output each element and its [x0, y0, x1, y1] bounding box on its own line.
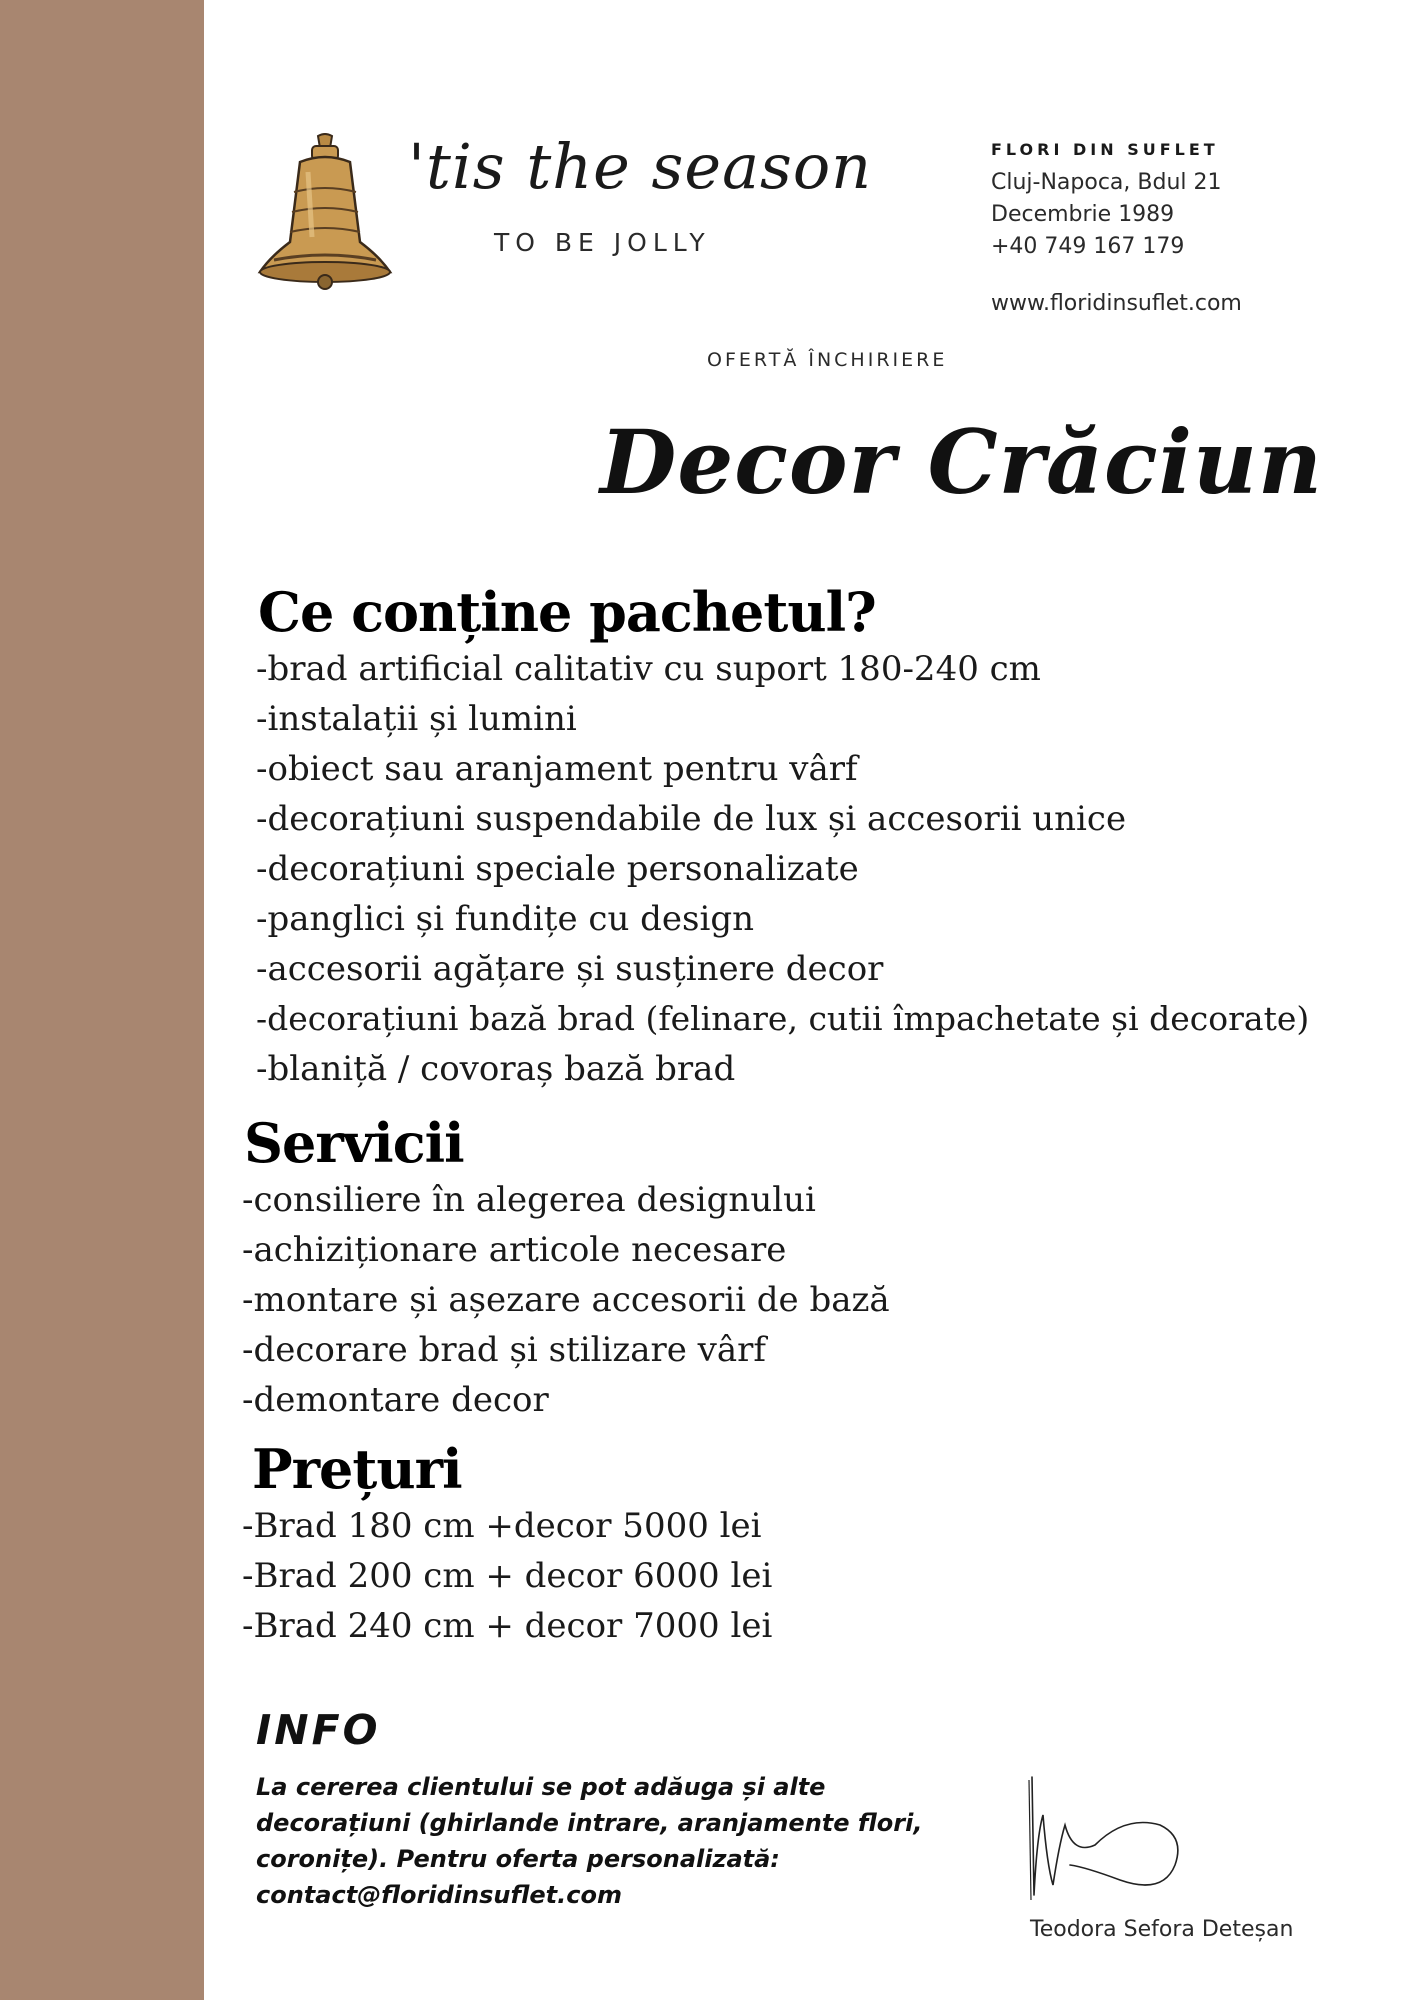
- page-title: Decor Crăciun: [600, 410, 1323, 514]
- contact-website[interactable]: www.floridinsuflet.com: [991, 291, 1242, 316]
- list-item: -Brad 180 cm +decor 5000 lei: [242, 1506, 762, 1546]
- list-item: -decorațiuni bază brad (felinare, cutii împachetate și decorate): [256, 999, 1310, 1038]
- package-list: [256, 644, 1309, 1094]
- contact-address: Cluj-Napoca, Bdul 21: [991, 170, 1222, 195]
- bell-icon: [250, 132, 400, 292]
- info-title: INFO: [256, 1706, 381, 1754]
- info-text: La cererea clientului se pot adăuga și alte decorațiuni (ghirlande intrare, aranjamente flori, coronițe). Pentru oferta personalizată: contact@floridinsuflet.com: [256, 1773, 923, 1909]
- contact-phone: +40 749 167 179: [991, 234, 1185, 259]
- list-item: -obiect sau aranjament pentru vârf: [256, 749, 858, 789]
- services-heading: Servicii: [244, 1111, 464, 1175]
- list-item: -accesorii agățare și susținere decor: [256, 949, 884, 989]
- list-item: -panglici și fundițe cu design: [256, 899, 755, 939]
- left-sidebar-band: [0, 0, 204, 2000]
- signature-icon: [1025, 1775, 1205, 1905]
- list-item: -instalații și lumini: [256, 699, 577, 739]
- prices-heading: Prețuri: [252, 1437, 462, 1501]
- services-list: [242, 1175, 890, 1425]
- list-item: -achiziționare articole necesare: [242, 1230, 787, 1270]
- list-item: -demontare decor: [242, 1380, 549, 1420]
- package-heading: Ce conține pachetul?: [258, 580, 876, 644]
- offer-label: OFERTĂ ÎNCHIRIERE: [707, 349, 948, 371]
- list-item: -decorațiuni speciale personalizate: [256, 849, 859, 889]
- list-item: -decorațiuni suspendabile de lux și accesorii unice: [256, 799, 1127, 839]
- list-item: -montare și așezare accesorii de bază: [242, 1280, 890, 1320]
- subtagline: TO BE JOLLY: [494, 228, 711, 257]
- company-name: FLORI DIN SUFLET: [991, 140, 1219, 159]
- list-item: -consiliere în alegerea designului: [242, 1180, 816, 1220]
- list-item: -Brad 240 cm + decor 7000 lei: [242, 1606, 773, 1646]
- tagline: 'tis the season: [408, 130, 873, 203]
- list-item: -Brad 200 cm + decor 6000 lei: [242, 1556, 773, 1596]
- contact-address-2: Decembrie 1989: [991, 202, 1175, 227]
- list-item: -blaniță / covoraș bază brad: [256, 1049, 736, 1089]
- signer-name: Teodora Sefora Deteșan: [1030, 1917, 1294, 1942]
- list-item: -decorare brad și stilizare vârf: [242, 1330, 766, 1370]
- list-item: -brad artificial calitativ cu suport 180-240 cm: [256, 649, 1041, 689]
- prices-list: [242, 1501, 772, 1651]
